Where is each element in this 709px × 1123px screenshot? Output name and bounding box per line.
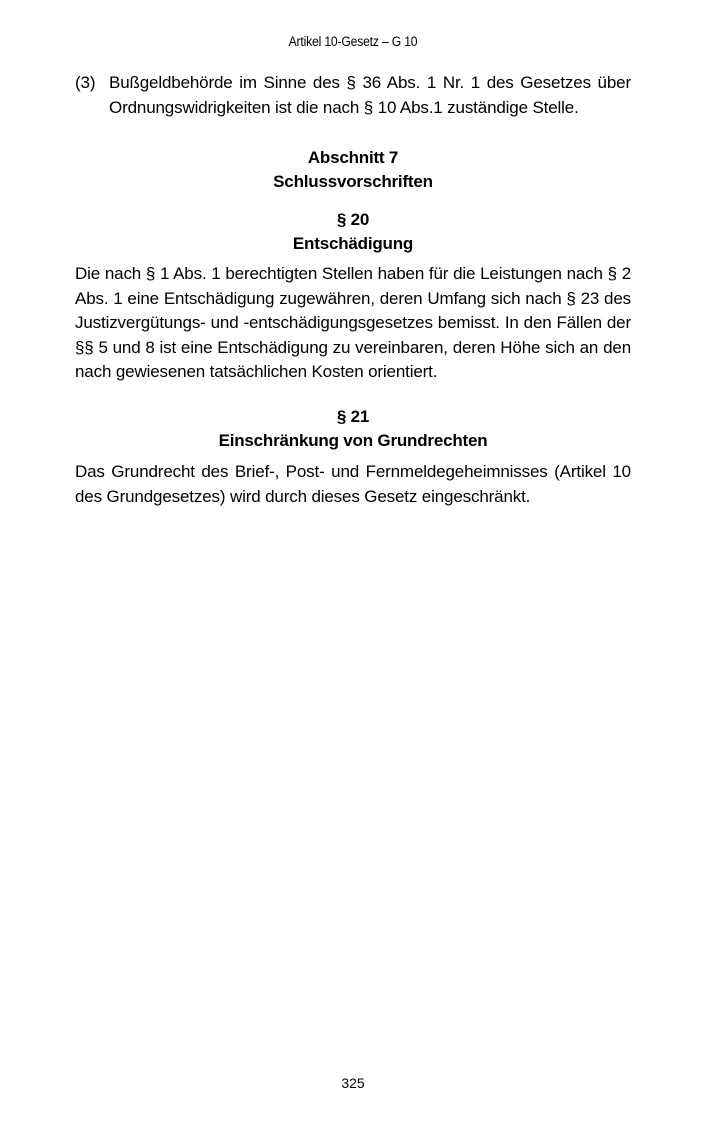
paragraph-number: § 20 — [336, 210, 370, 229]
section-label: Abschnitt 7 — [307, 148, 399, 167]
paragraph-body-20: Die nach § 1 Abs. 1 berechtigten Stellen haben für die Leistungen nach § 2 Abs. 1 eine Entschädigung zugewähren, deren Umfang sich nach § 23 des Justizvergütungs- und -entschädigungsgesetzes bemisst. In den Fällen der §§ 5 und 8 ist eine Entschädigung zu vereinbaren, deren Höhe sich an den nach gewiesenen tatsächlichen Kosten orientiert. — [75, 264, 631, 381]
running-header: Artikel 10-Gesetz – G 10 — [288, 34, 418, 49]
list-item-3 — [75, 71, 631, 120]
item-text: Bußgeldbehörde im Sinne des § 36 Abs. 1 Nr. 1 des Gesetzes über Ordnungswidrigkeiten ist die nach § 10 Abs.1 zuständige Stelle. — [109, 73, 631, 117]
item-number: (3) — [75, 73, 96, 92]
document-page — [75, 0, 631, 1123]
paragraph-title: Einschränkung von Grundrechten — [218, 431, 488, 450]
paragraph-heading-20 — [75, 208, 631, 256]
page-number: 325 — [341, 1075, 365, 1091]
paragraph-number: § 21 — [336, 407, 370, 426]
section-heading — [75, 146, 631, 194]
paragraph-body-21: Das Grundrecht des Brief-, Post- und Fernmeldegeheimnisses (Artikel 10 des Grundgesetzes) wird durch dieses Gesetz eingeschränkt. — [75, 462, 631, 506]
paragraph-title: Entschädigung — [292, 234, 414, 253]
paragraph-heading-21 — [75, 405, 631, 453]
section-title: Schlussvorschriften — [273, 172, 433, 191]
